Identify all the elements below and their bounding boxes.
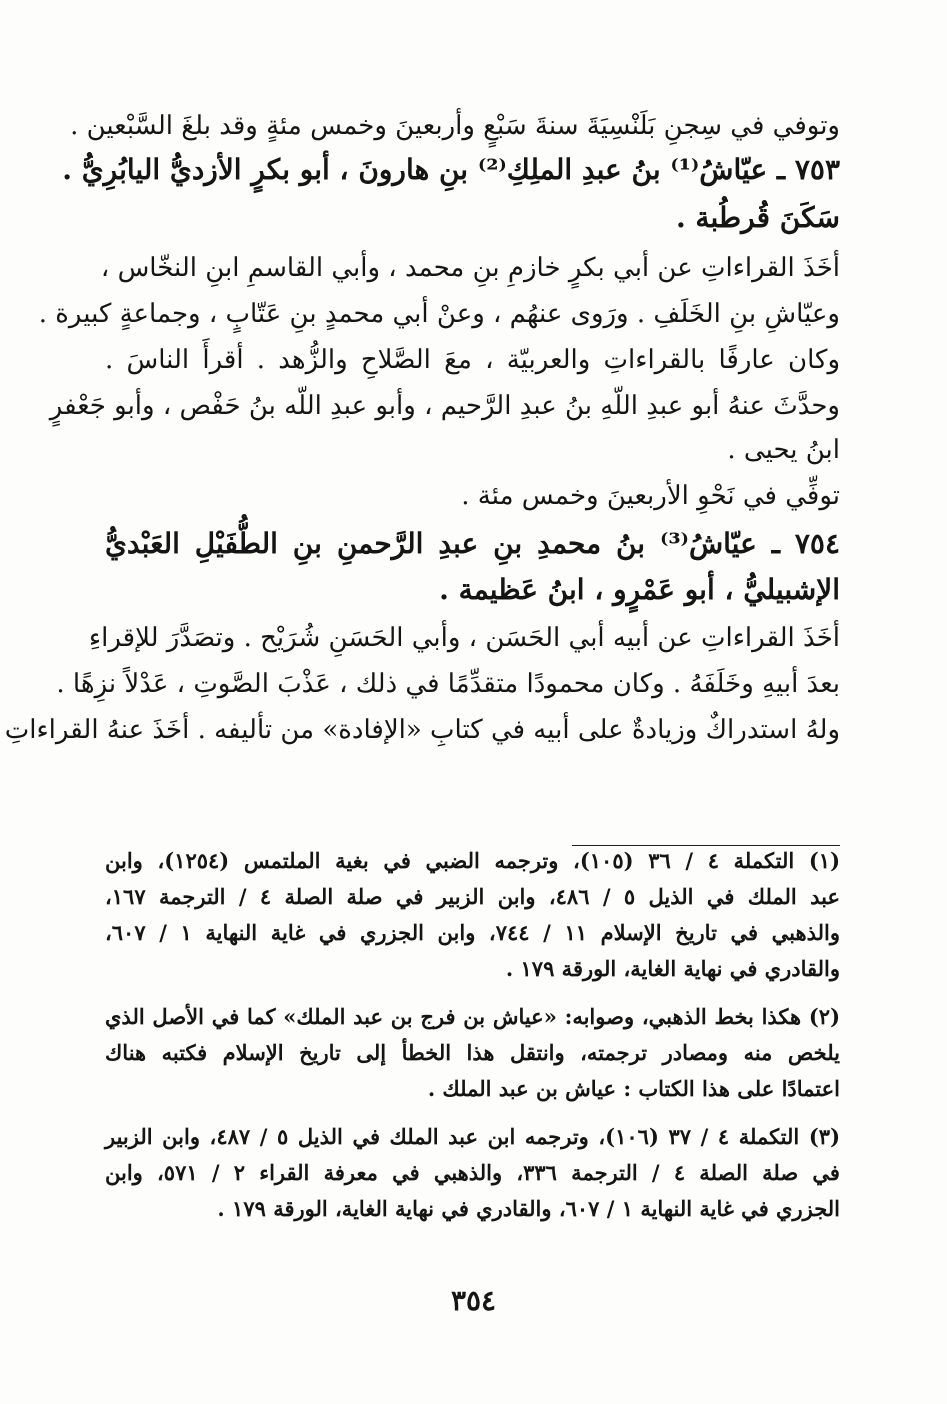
footnote-line: والقادري في نهاية الغاية، الورقة ١٧٩ . — [505, 956, 840, 981]
text-line: توفِّي في نَحْوِ الأربعينَ وخمس مئة . — [461, 481, 840, 511]
footnote-line: (٢) هكذا بخط الذهبي، وصوابه: «عياش بن فرج بن عبد الملك» كما في الأصل الذي — [105, 1004, 840, 1029]
footnote-line: في صلة الصلة ٤ / الترجمة ٣٣٦، والذهبي في معرفة القراء ٢ / ٥٧١، وابن — [105, 1160, 840, 1185]
text-line: وعيّاشِ بنِ الخَلَفِ . ورَوى عنهُم ، وعنْ أبي محمدٍ بنِ عَتّابٍ ، وجماعةٍ كبيرة . — [38, 299, 840, 329]
text-line: وكان عارفًا بالقراءاتِ والعربيّة ، معَ الصَّلاحِ والزُّهد . أقرأَ الناسَ . — [105, 345, 840, 375]
text-line: سَكَنَ قُرطُبة . — [675, 201, 840, 234]
page-number: ٣٥٤ — [450, 1284, 497, 1317]
text-line: ٧٥٤ ـ عيّاشُ⁽³⁾ بنُ محمدِ بنِ عبدِ الرَّحمنِ بنِ الطُّفَيْلِ العَبْديُّ — [105, 527, 840, 560]
text-line: أخَذَ القراءاتِ عن أبيه أبي الحَسَن ، وأبي الحَسَنِ شُرَيْح . وتصَدَّرَ للإقراءِ — [88, 623, 840, 653]
footnote-line: اعتمادًا على هذا الكتاب : عياش بن عبد الملك . — [427, 1076, 840, 1101]
footnote-line: (١) التكملة ٤ / ٣٦ (١٠٥)، وترجمه الضبي في بغية الملتمس (١٢٥٤)، وابن — [105, 848, 840, 873]
text-line: بعدَ أبيهِ وخَلَفَهُ . وكان محمودًا متقدِّمًا في ذلك ، عَذْبَ الصَّوتِ ، عَدْلاً نزِهًا . — [56, 669, 840, 699]
footnote-line: والذهبي في تاريخ الإسلام ١١ / ٧٤٤، وابن الجزري في غاية النهاية ١ / ٦٠٧، — [105, 920, 840, 945]
text-line: ابنُ يحيى . — [727, 435, 840, 465]
text-line: الإشبيليُّ ، أبو عَمْرٍو ، ابنُ عَظيمة . — [439, 573, 840, 606]
footnote-line: يلخص منه ومصادر ترجمته، وانتقل هذا الخطأ إلى تاريخ الإسلام فكتبه هناك — [105, 1040, 840, 1065]
text-line: وحدَّثَ عنهُ أبو عبدِ اللّهِ بنُ عبدِ الرَّحيم ، وأبو عبدِ اللّه بنُ حَفْص ، وأبو جَعْفرٍ — [49, 391, 840, 421]
footnote-line: الجزري في غاية النهاية ١ / ٦٠٧، والقادري في نهاية الغاية، الورقة ١٧٩ . — [217, 1196, 840, 1221]
text-line: ولهُ استدراكٌ وزيادةٌ على أبيه في كتابِ «الإفادة» من تأليفه . أخَذَ عنهُ القراءاتِ — [4, 715, 840, 745]
text-line: وتوفي في سِجنِ بَلَنْسِيَةَ سنةَ سَبْعٍ وأربعينَ وخمس مئةٍ وقد بلغَ السَّبْعين . — [70, 111, 840, 141]
text-line: ٧٥٣ ـ عيّاشُ⁽¹⁾ بنُ عبدِ الملِكِ⁽²⁾ بنِ هارونَ ، أبو بكرٍ الأزديُّ اليابُرِيُّ . — [62, 153, 840, 186]
footnote-line: (٣) التكملة ٤ / ٣٧ (١٠٦)، وترجمه ابن عبد الملك في الذيل ٥ / ٤٨٧، وابن الزبير — [105, 1124, 840, 1149]
text-line: أخَذَ القراءاتِ عن أبي بكرٍ خازمِ بنِ محمد ، وأبي القاسمِ ابنِ النخّاس ، — [100, 253, 840, 283]
footnote-line: عبد الملك في الذيل ٥ / ٤٨٦، وابن الزبير في صلة الصلة ٤ / الترجمة ١٦٧، — [105, 884, 841, 909]
